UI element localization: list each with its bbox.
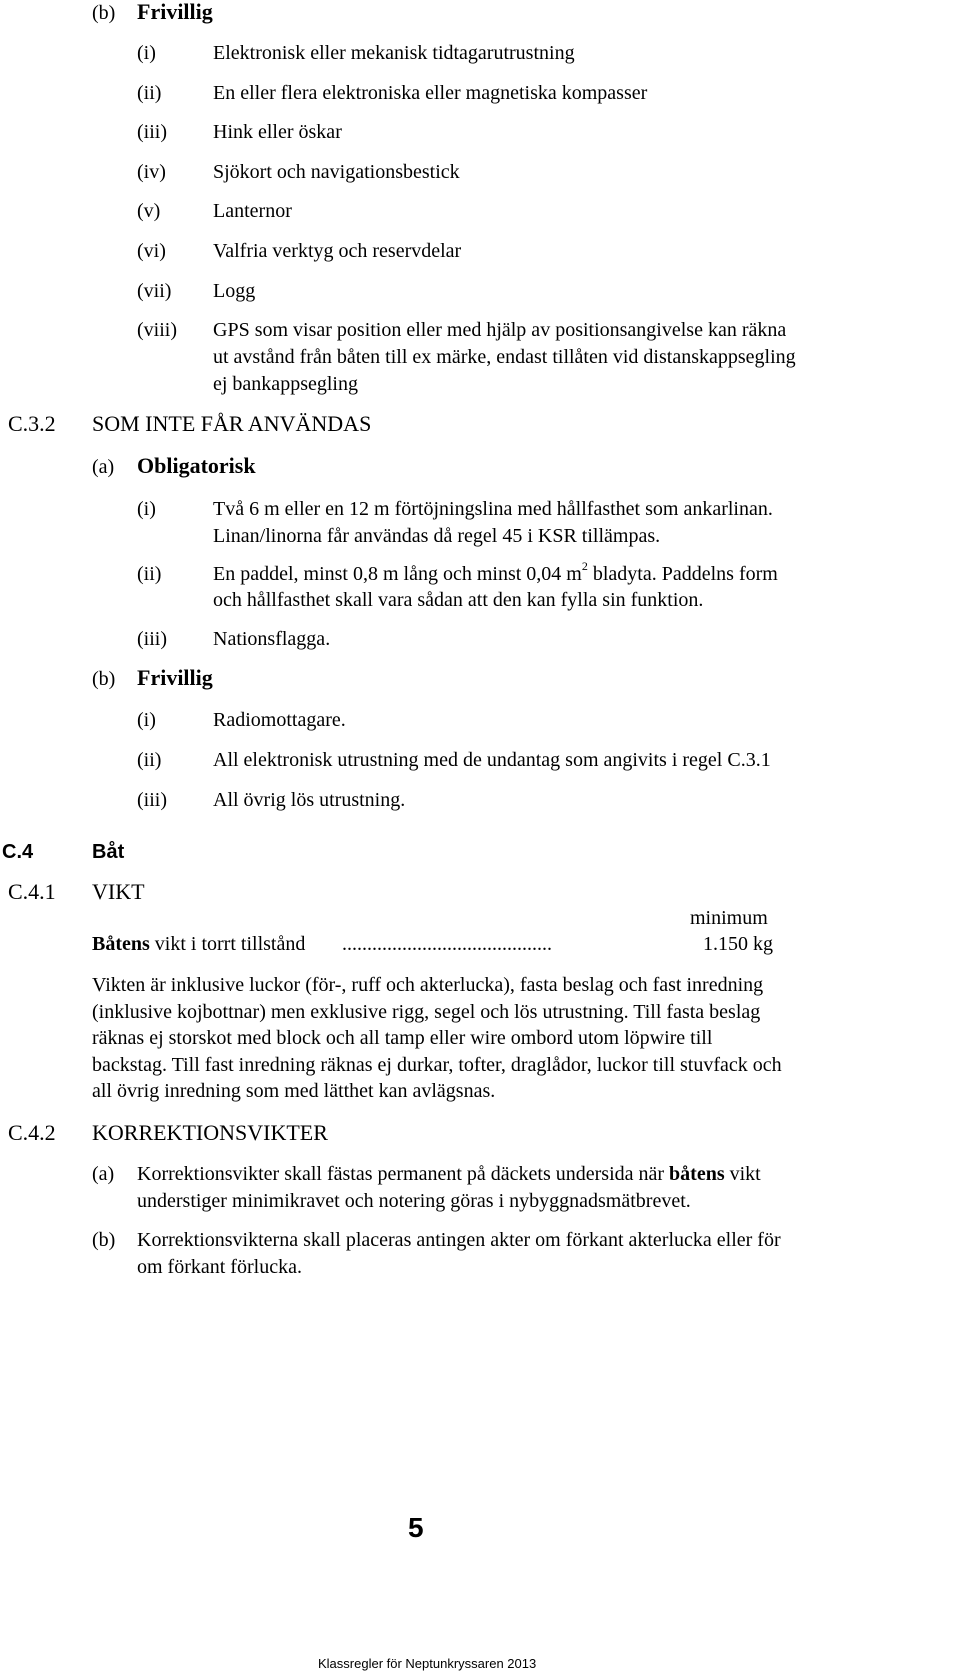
item-num: (ii) [137,82,162,104]
item-num: (ii) [137,749,162,771]
list-text-part: vikt [724,1163,761,1185]
section-heading: SOM INTE FÅR ANVÄNDAS [92,411,372,436]
section-number: C.4.2 [8,1120,56,1145]
list-text-bold: båtens [669,1163,725,1185]
superscript: 2 [581,559,588,574]
section-number: C.3.2 [8,411,56,436]
item-num: (vi) [137,240,166,262]
item-num: (vii) [137,280,172,302]
weight-bold-term: Båtens [92,933,150,955]
list-text: Korrektionsvikterna skall placeras antingen akter om förkant akterlucka eller för [137,1229,781,1251]
weight-value: 1.150 kg [703,933,773,955]
subsection-title-obligatorisk: Obligatorisk [137,453,256,478]
paragraph-line: (inklusive kojbottnar) men exklusive rigg, segel och lös utrustning. Till fasta beslag [92,1001,761,1023]
section-label-b: (b) [92,2,116,24]
item-num: (iii) [137,628,167,650]
item-text: En eller flera elektroniska eller magnetiska kompasser [213,82,648,104]
paragraph-line: backstag. Till fast inredning räknas ej durkar, tofter, draglådor, luckor till stuvfack och [92,1054,782,1076]
item-text: Logg [213,280,256,302]
section-heading: KORREKTIONSVIKTER [92,1120,328,1145]
item-text: All elektronisk utrustning med de undantag som angivits i regel C.3.1 [213,749,771,771]
list-text: om förkant förlucka. [137,1256,302,1278]
item-num: (i) [137,709,156,731]
subsection-title-frivillig: Frivillig [137,665,213,690]
item-text: Hink eller öskar [213,121,342,143]
section-heading: VIKT [92,879,145,904]
item-num: (v) [137,200,161,222]
item-text-part: bladyta. Paddelns form [587,563,778,585]
item-num: (iv) [137,161,166,183]
weight-line [92,933,305,955]
item-text [213,559,778,585]
list-text-part: Korrektionsvikter skall fästas permanent på däckets undersida när [137,1163,670,1185]
item-text: Valfria verktyg och reservdelar [213,240,462,262]
chapter-title: Båt [92,841,125,863]
weight-label: vikt i torrt tillstånd [149,933,306,955]
list-text: understiger minimikravet och notering göras i nybyggnadsmätbrevet. [137,1190,691,1212]
item-text: ut avstånd från båten till ex märke, endast tillåten vid distanskappsegling [213,346,796,368]
item-text: Två 6 m eller en 12 m förtöjningslina med hållfasthet som ankarlinan. [213,498,773,520]
section-title-frivillig: Frivillig [137,0,213,24]
chapter-number: C.4 [2,841,34,863]
item-text: Sjökort och navigationsbestick [213,161,460,183]
item-text: ej bankappsegling [213,373,358,395]
paragraph-line: all övrig inredning som med lätthet kan avlägsnas. [92,1080,496,1102]
item-num: (i) [137,42,156,64]
item-num: (i) [137,498,156,520]
weight-dots: .......................................... [342,933,552,955]
minimum-label: minimum [690,907,768,929]
list-text [137,1163,761,1185]
item-text: GPS som visar position eller med hjälp av positionsangivelse kan räkna [213,319,787,341]
subsection-label-a: (a) [92,456,115,478]
section-number: C.4.1 [8,879,56,904]
item-num: (ii) [137,563,162,585]
list-label: (b) [92,1229,116,1251]
footer-caption: Klassregler för Neptunkryssaren 2013 [318,1656,537,1671]
item-text: Lanternor [213,200,292,222]
list-label: (a) [92,1163,115,1185]
item-text: och hållfasthet skall vara sådan att den kan fylla sin funktion. [213,589,704,611]
page-number: 5 [408,1512,424,1543]
item-num: (iii) [137,789,167,811]
item-text: Linan/linorna får användas då regel 45 i KSR tillämpas. [213,525,661,547]
paragraph-line: Vikten är inklusive luckor (för-, ruff och akterlucka), fasta beslag och fast inredning [92,974,764,996]
item-text: Elektronisk eller mekanisk tidtagarutrustning [213,42,575,64]
item-text: Nationsflagga. [213,628,331,650]
item-num: (viii) [137,319,177,341]
subsection-label-b: (b) [92,668,116,690]
item-text: Radiomottagare. [213,709,346,731]
paragraph-line: räknas ej storskot med block och all tamp eller wire ombord utom löpwire till [92,1027,713,1049]
item-num: (iii) [137,121,167,143]
item-text: All övrig lös utrustning. [213,789,406,811]
item-text-part: En paddel, minst 0,8 m lång och minst 0,04 m [213,563,582,585]
